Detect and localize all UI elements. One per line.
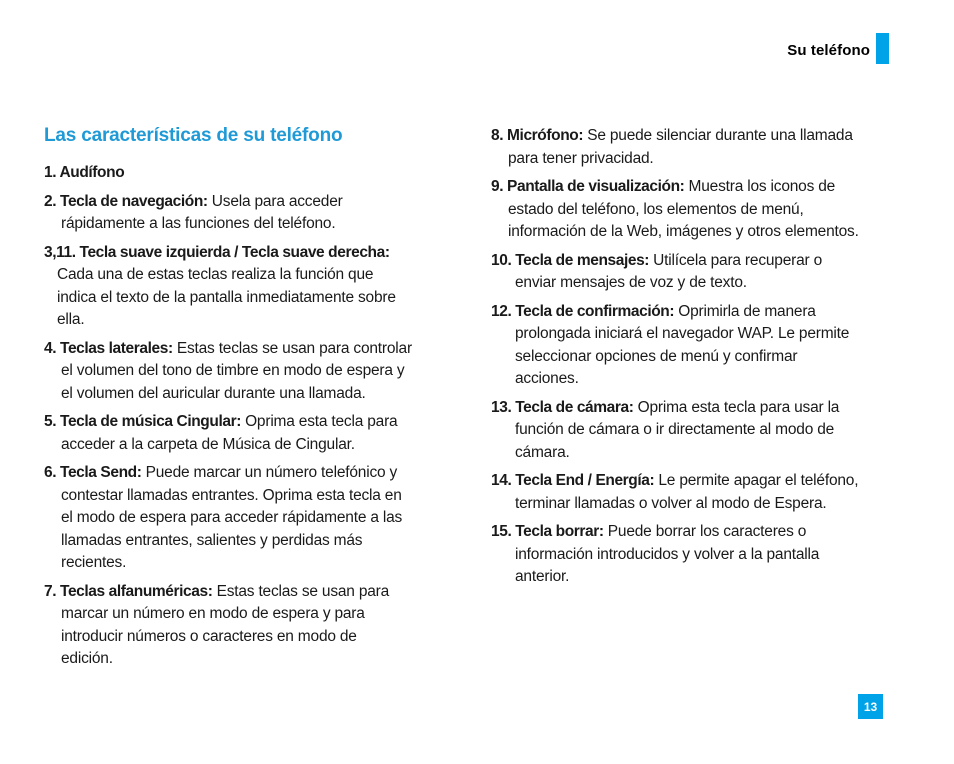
- item-text: Se puede silenciar durante una llamada: [583, 127, 853, 144]
- item-text: Usela para acceder: [207, 192, 343, 210]
- page-header-title: Su teléfono: [787, 42, 870, 59]
- item-text: Muestra los iconos de: [684, 178, 836, 195]
- item-label: 14. Tecla End / Energía:: [491, 472, 655, 489]
- item-text: Puede borrar los caracteres o: [603, 523, 807, 540]
- item-label: 3,11. Tecla suave izquierda / Tecla suave derecha:: [44, 243, 390, 261]
- item-text-line: contestar llamadas entrantes. Oprima esta tecla en: [61, 486, 402, 504]
- item-text-line: seleccionar opciones de menú y confirmar: [515, 347, 798, 365]
- item-label: 13. Tecla de cámara:: [491, 398, 634, 416]
- item-label: 7. Teclas alfanuméricas:: [44, 582, 213, 600]
- item-label: 10. Tecla de mensajes:: [491, 251, 650, 269]
- item-label: 2. Tecla de navegación:: [44, 192, 208, 210]
- item-text: Oprimirla de manera: [674, 302, 816, 320]
- item-label: 6. Tecla Send:: [44, 464, 142, 481]
- right-column: [491, 125, 891, 595]
- section-title: Las características de su teléfono: [44, 125, 343, 146]
- list-item-end-energia: [491, 470, 891, 515]
- list-item-audifono: [44, 162, 446, 185]
- item-text-line: el modo de espera para acceder rápidamente a las: [61, 509, 403, 526]
- item-text-line: el volumen del tono de timbre en modo de espera y: [61, 362, 405, 379]
- item-text-line: función de cámara o ir directamente al modo de: [515, 421, 835, 438]
- page-number-badge: 13: [858, 694, 883, 719]
- item-text-line: información de la Web, imágenes y otros elementos.: [508, 223, 859, 240]
- item-text-line: rápidamente a las funciones del teléfono.: [61, 215, 336, 232]
- item-text-line: prolongada iniciará el navegador WAP. Le permite: [515, 325, 850, 342]
- item-text-line: el volumen del auricular durante una llamada.: [61, 384, 366, 402]
- item-text: Puede marcar un número telefónico y: [141, 464, 398, 481]
- item-text-line: introducir números o caracteres en modo de: [61, 627, 357, 645]
- item-label: 1. Audífono: [44, 164, 125, 181]
- item-text-line: para tener privacidad.: [508, 149, 654, 167]
- item-text: Le permite apagar el teléfono,: [654, 472, 859, 489]
- item-text-line: anterior.: [515, 568, 570, 585]
- item-label: 5. Tecla de música Cingular:: [44, 413, 241, 430]
- header-accent-bar: [876, 33, 889, 64]
- list-item-camara: [491, 397, 891, 465]
- item-text-line: cámara.: [515, 443, 570, 461]
- list-item-musica-cingular: [44, 411, 446, 456]
- item-label: 9. Pantalla de visualización:: [491, 178, 685, 195]
- item-label: 8. Micrófono:: [491, 127, 584, 144]
- list-item-confirmacion: [491, 301, 891, 391]
- list-item-borrar: [491, 521, 891, 589]
- item-label: 4. Teclas laterales:: [44, 339, 173, 357]
- list-item-pantalla: [491, 176, 891, 244]
- item-text-line: Cada una de estas teclas realiza la función que: [57, 266, 374, 283]
- item-text-line: recientes.: [61, 554, 127, 571]
- item-text-line: terminar llamadas o volver al modo de Espera.: [515, 494, 827, 512]
- item-text-line: acciones.: [515, 370, 579, 387]
- list-item-navegacion: [44, 191, 446, 236]
- list-item-teclas-suaves: [44, 242, 446, 332]
- item-text-line: acceder a la carpeta de Música de Cingular.: [61, 435, 355, 453]
- item-text-line: enviar mensajes de voz y de texto.: [515, 274, 747, 291]
- list-item-mensajes: [491, 250, 891, 295]
- item-text-line: indica el texto de la pantalla inmediatamente sobre: [57, 288, 396, 306]
- item-text-line: información introducidos y volver a la pantalla: [515, 545, 820, 563]
- list-item-teclas-laterales: [44, 338, 446, 406]
- item-text: Utilícela para recuperar o: [649, 251, 822, 269]
- item-text-line: ella.: [57, 311, 85, 328]
- item-text-line: estado del teléfono, los elementos de menú,: [508, 200, 804, 218]
- item-text: Oprima esta tecla para: [240, 413, 398, 430]
- list-item-alfanumericas: [44, 581, 446, 671]
- item-label: 15. Tecla borrar:: [491, 523, 604, 540]
- list-item-microfono: [491, 125, 891, 170]
- item-text: Oprima esta tecla para usar la: [633, 398, 840, 416]
- item-text: Estas teclas se usan para: [212, 582, 390, 600]
- item-text: Estas teclas se usan para controlar: [172, 339, 412, 357]
- left-column: [44, 162, 446, 677]
- item-text-line: marcar un número en modo de espera y para: [61, 605, 365, 622]
- item-text-line: edición.: [61, 650, 113, 667]
- item-label: 12. Tecla de confirmación:: [491, 302, 675, 320]
- list-item-tecla-send: [44, 462, 446, 575]
- item-text-line: llamadas entrantes, salientes y perdidas más: [61, 531, 363, 549]
